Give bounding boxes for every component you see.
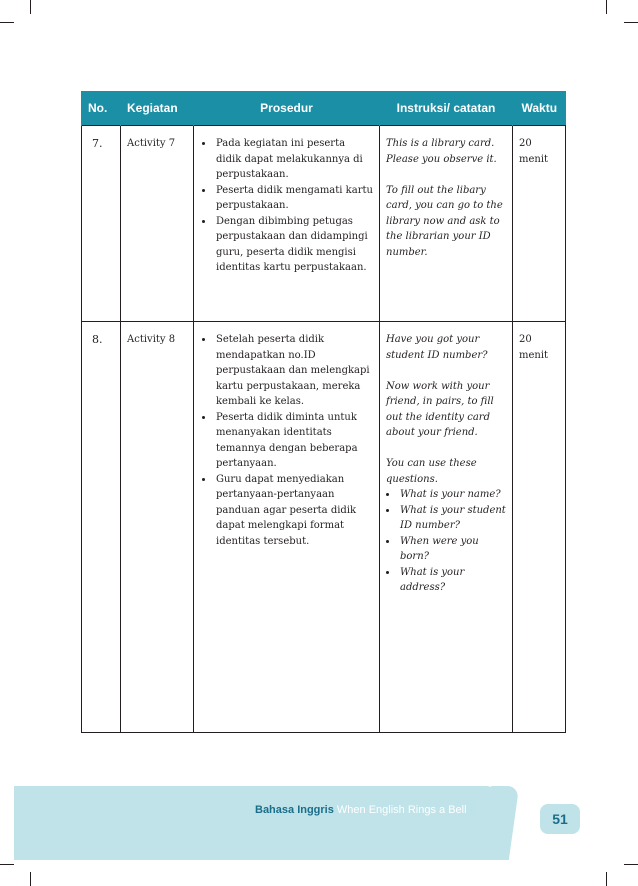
crop-mark xyxy=(624,864,638,865)
list-item: • Setelah peserta didik mendapatkan no.ID perpustakaan dan melengkapi kartu perpustakaan, mereka kembali ke kelas. xyxy=(214,332,373,410)
cell-waktu: 20 menit xyxy=(513,322,566,733)
instruction-paragraph: To fill out the libary card, you can go to the library now and ask to the librarian your ID number. xyxy=(386,184,503,258)
crop-mark xyxy=(606,872,607,886)
crop-mark xyxy=(30,0,31,14)
table-row xyxy=(82,126,566,322)
cell-no: 7. xyxy=(82,126,121,322)
cell-instruksi xyxy=(380,126,513,322)
crop-mark xyxy=(0,864,14,865)
cell-no: 8. xyxy=(82,322,121,733)
crop-mark xyxy=(606,0,607,14)
list-item: • What is your name? xyxy=(398,487,506,503)
list-item: • What is your student ID number? xyxy=(398,503,506,534)
crop-mark xyxy=(30,872,31,886)
table-row xyxy=(82,322,566,733)
crop-mark xyxy=(624,22,638,23)
page-number: 51 xyxy=(540,804,580,834)
header-no: No. xyxy=(82,91,121,126)
crop-mark xyxy=(0,22,14,23)
book-subtitle: When English Rings a Bell xyxy=(336,804,467,816)
instruction-paragraph: You can use these questions. xyxy=(386,458,477,485)
book-title: Bahasa Inggris xyxy=(255,804,334,816)
cell-prosedur xyxy=(194,322,380,733)
list-item: • Dengan dibimbing petugas perpustakaan dan didampingi guru, peserta didik mengisi identitas kartu perpustakaan. xyxy=(214,214,373,276)
instruction-paragraph: Have you got your student ID number? xyxy=(386,334,488,361)
instruction-paragraph: Now work with your friend, in pairs, to fill out the identity card about your friend. xyxy=(386,380,494,438)
list-item: • When were you born? xyxy=(398,534,506,565)
prosedur-list xyxy=(200,136,373,276)
header-instruksi: Instruksi/ catatan xyxy=(380,91,513,126)
list-item: • What is your address? xyxy=(398,565,506,596)
list-item: • Peserta didik mengamati kartu perpustakaan. xyxy=(214,183,373,214)
cell-prosedur xyxy=(194,126,380,322)
list-item: • Pada kegiatan ini peserta didik dapat melakukannya di perpustakaan. xyxy=(214,136,373,183)
instruction-paragraph: This is a library card. Please you observe it. xyxy=(386,138,497,165)
question-list xyxy=(386,487,506,596)
header-kegiatan: Kegiatan xyxy=(121,91,194,126)
header-waktu: Waktu xyxy=(513,91,566,126)
cell-kegiatan: Activity 8 xyxy=(121,322,194,733)
prosedur-list xyxy=(200,332,373,549)
cell-kegiatan: Activity 7 xyxy=(121,126,194,322)
header-prosedur: Prosedur xyxy=(194,91,380,126)
cell-instruksi xyxy=(380,322,513,733)
activity-table xyxy=(81,91,566,733)
cell-waktu: 20 menit xyxy=(513,126,566,322)
list-item: • Peserta didik diminta untuk menanyakan identitats temannya dengan beberapa pertanyaan. xyxy=(214,410,373,472)
footer-band xyxy=(14,786,500,860)
list-item: • Guru dapat menyediakan pertanyaan-pertanyaan panduan agar peserta didik dapat melengkapi format identitas tersebut. xyxy=(214,472,373,550)
table-header-row xyxy=(82,91,566,126)
footer-title xyxy=(255,804,467,816)
